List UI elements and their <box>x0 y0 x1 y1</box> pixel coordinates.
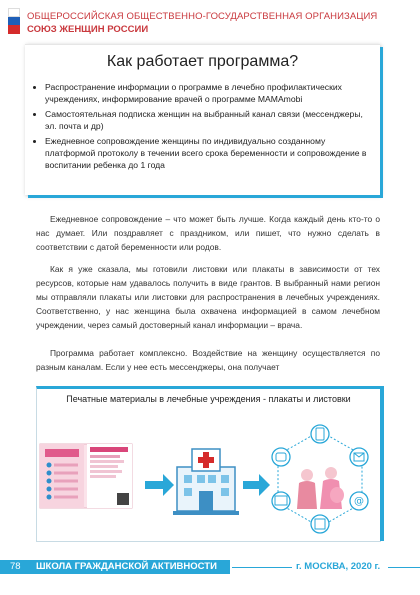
figure-illustration <box>37 419 380 539</box>
print-materials-figure <box>36 386 381 542</box>
footer-band <box>0 560 230 574</box>
russian-flag-icon <box>8 8 20 34</box>
list-item: • Ежедневное сопровождение женщины по индивидуально созданному платформой протоколу в течении всего срока беременности и сопровождение в воспитании ребенка до 1 года <box>45 135 375 171</box>
page-number: 78 <box>10 561 21 572</box>
footer-divider <box>232 567 292 568</box>
paragraph: Как я уже сказала, мы готовили листовки или плакаты в зависимости от тех ресурсов, которые нам удавалось получить в виде грантов. В выбранный нами регион мы отправляли плакаты или листовки для распространения в лечебных учреждениях. Соответственно, у нас женщина была охвачена информацией в самом лечебном учреждении, через самый достоверный канал информации – врача. <box>36 264 380 330</box>
footer-divider <box>388 567 420 568</box>
page-footer <box>0 560 420 574</box>
footer-school: ШКОЛА ГРАЖДАНСКОЙ АКТИВНОСТИ <box>36 561 217 572</box>
arrow-right-icon <box>145 474 174 496</box>
communication-channels-icon <box>272 425 368 533</box>
list-item: • Самостоятельная подписка женщин на выбранный канал связи (мессенджеры, эл. почта и др) <box>45 108 375 132</box>
bullet-list <box>33 81 375 174</box>
box-title: Как работает программа? <box>106 53 299 70</box>
paragraph: Ежедневное сопровождение – что может быть лучше. Когда каждый день кто-то о нас думает. Или поздравляет с праздником, или пишет, что нужно сделать в соответствии с датой беременности или родов. <box>36 214 380 252</box>
arrow-right-icon <box>243 474 270 496</box>
org-name-line1: ОБЩЕРОССИЙСКАЯ ОБЩЕСТВЕННО-ГОСУДАРСТВЕННАЯ ОРГАНИЗАЦИЯ <box>27 11 378 22</box>
page-header <box>0 0 420 40</box>
org-name-line2: СОЮЗ ЖЕНЩИН РОССИИ <box>27 24 149 35</box>
figure-title: Печатные материалы в лечебные учреждения - плакаты и листовки <box>66 394 351 404</box>
list-item: • Распространение информации о программе в лечебно профилактических учреждениях, информирование врачей о программе МАМАmobi <box>45 81 375 105</box>
hospital-icon <box>173 449 239 515</box>
svg-text:@: @ <box>354 496 364 507</box>
paragraph: Программа работает комплексно. Воздействие на женщину осуществляется по разным каналам. Если у нее есть мессенджеры, она получает <box>36 348 380 372</box>
footer-city-year: г. МОСКВА, 2020 г. <box>296 561 381 572</box>
figure-accent-bar <box>380 386 384 541</box>
leaflet-icon <box>40 444 132 508</box>
program-box <box>25 44 380 195</box>
